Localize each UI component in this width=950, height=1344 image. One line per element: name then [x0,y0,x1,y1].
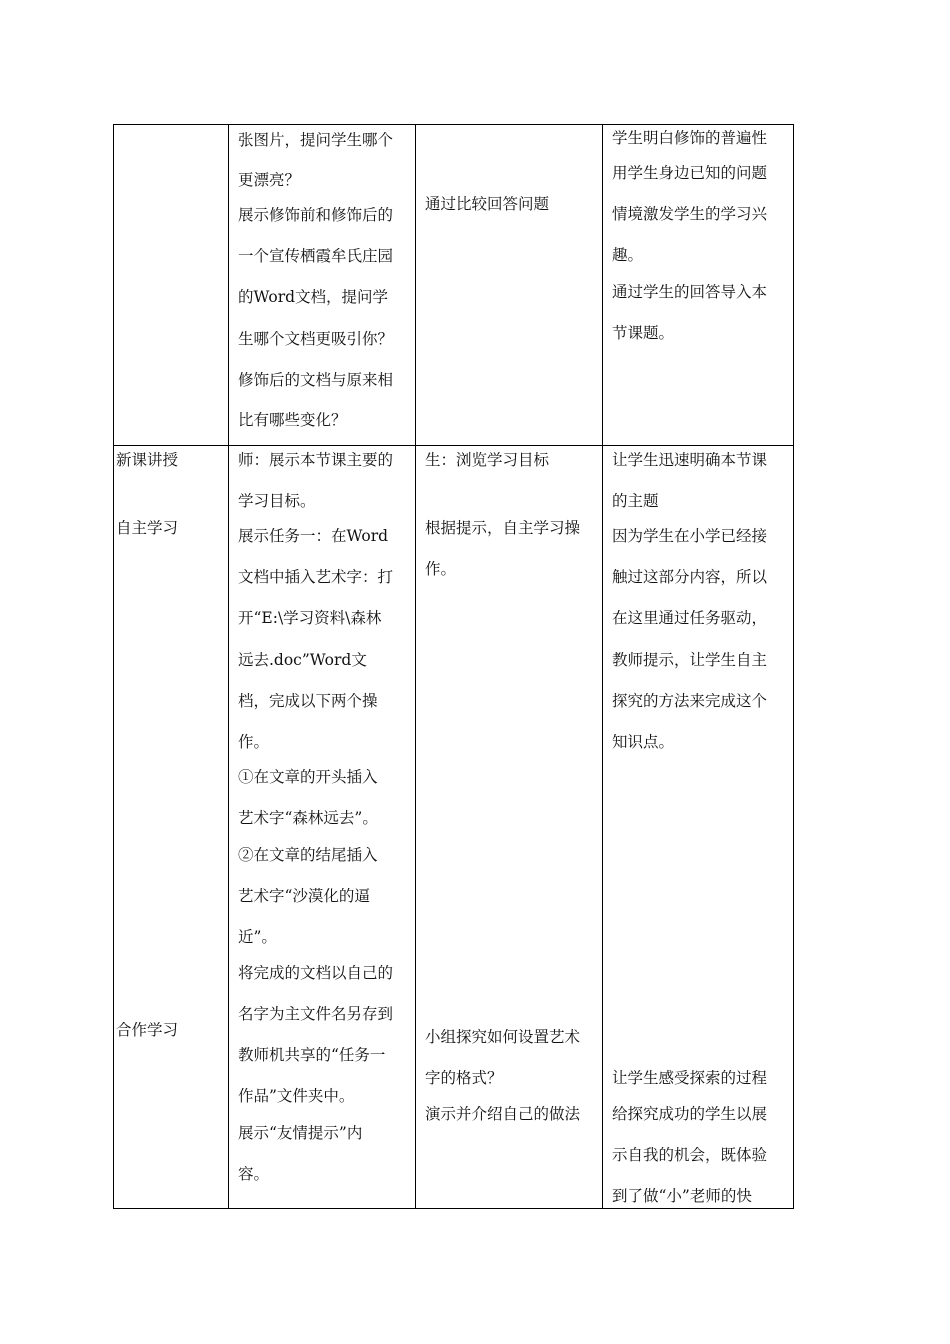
row1-intent-line: 通过学生的回答导入本 [612,283,768,301]
row2-teacher-line: 开“E:\学习资料\森林 [238,609,382,627]
row2-intent-line: 到了做“小”老师的快 [612,1187,752,1205]
row2-teacher-line: 艺术字“沙漠化的逼 [238,887,370,905]
table-divider-3 [602,124,603,1209]
table-border-bottom [113,1208,794,1209]
row2-student-line: 根据提示，自主学习操 [425,519,581,537]
row1-teacher-line: 比有哪些变化？ [238,411,347,429]
row1-teacher-line: 生哪个文档更吸引你？ [238,330,394,348]
row2-student-line: 字的格式？ [425,1069,503,1087]
row1-teacher-line: 展示修饰前和修饰后的 [238,206,394,224]
row2-intent-line: 让学生迅速明确本节课 [612,451,768,469]
row2-intent-line: 知识点。 [612,733,675,751]
row1-intent-line: 用学生身边已知的问题 [612,164,768,182]
row2-teacher-line: 将完成的文档以自己的 [238,964,394,982]
row2-intent-line: 让学生感受探索的过程 [612,1069,768,1087]
row1-teacher-line: 张图片，提问学生哪个 [238,131,394,149]
section-label-cooperative: 合作学习 [116,1021,179,1039]
row2-intent-line: 探究的方法来完成这个 [612,692,768,710]
row2-student-line: 演示并介绍自己的做法 [425,1105,581,1123]
row2-teacher-line: 作品”文件夹中。 [238,1087,355,1105]
row2-teacher-line: 教师机共享的“任务一 [238,1046,386,1064]
row1-intent-line: 学生明白修饰的普遍性 [612,129,768,147]
row1-teacher-line: 更漂亮？ [238,171,301,189]
section-label-new-lesson: 新课讲授 [116,451,179,469]
table-border-top [113,124,794,125]
row2-intent-line: 的主题 [612,492,659,510]
row2-teacher-line: 艺术字“森林远去”。 [238,809,378,827]
table-divider-2 [415,124,416,1209]
row1-intent-line: 情境激发学生的学习兴 [612,205,768,223]
row1-intent-line: 趣。 [612,246,644,264]
row2-teacher-line: 作。 [238,733,270,751]
row2-intent-line: 触过这部分内容，所以 [612,568,768,586]
row2-teacher-line: ②在文章的结尾插入 [238,846,378,864]
row2-student-line: 生：浏览学习目标 [425,451,550,469]
row1-teacher-line: 的Word文档，提问学 [238,288,389,306]
lesson-plan-table [113,124,794,1209]
row2-intent-line: 教师提示，让学生自主 [612,651,768,669]
row2-teacher-line: 文档中插入艺术字：打 [238,568,394,586]
table-border-left [113,124,114,1209]
row2-intent-line: 示自我的机会，既体验 [612,1146,768,1164]
row1-teacher-line: 修饰后的文档与原来相 [238,371,394,389]
row2-intent-line: 在这里通过任务驱动， [612,609,768,627]
row1-intent-line: 节课题。 [612,324,675,342]
row2-student-line: 作。 [425,560,457,578]
row2-teacher-line: 近”。 [238,928,277,946]
table-row-divider [113,445,794,446]
row2-student-line: 小组探究如何设置艺术 [425,1028,581,1046]
row2-teacher-line: 档，完成以下两个操 [238,692,378,710]
row2-intent-line: 因为学生在小学已经接 [612,527,768,545]
row2-teacher-line: 展示任务一：在Word [238,527,389,545]
row2-teacher-line: 学习目标。 [238,492,316,510]
row2-teacher-line: 容。 [238,1165,270,1183]
table-border-right [793,124,794,1209]
row2-teacher-line: ①在文章的开头插入 [238,768,378,786]
row2-teacher-line: 远去.doc”Word文 [238,651,367,669]
row2-teacher-line: 师：展示本节课主要的 [238,451,394,469]
section-label-self-study: 自主学习 [116,519,179,537]
row1-teacher-line: 一个宣传栖霞牟氏庄园 [238,247,394,265]
row2-teacher-line: 展示“友情提示”内 [238,1124,363,1142]
table-divider-1 [228,124,229,1209]
row2-intent-line: 给探究成功的学生以展 [612,1105,768,1123]
row2-teacher-line: 名字为主文件名另存到 [238,1005,394,1023]
row1-student-line: 通过比较回答问题 [425,195,550,213]
